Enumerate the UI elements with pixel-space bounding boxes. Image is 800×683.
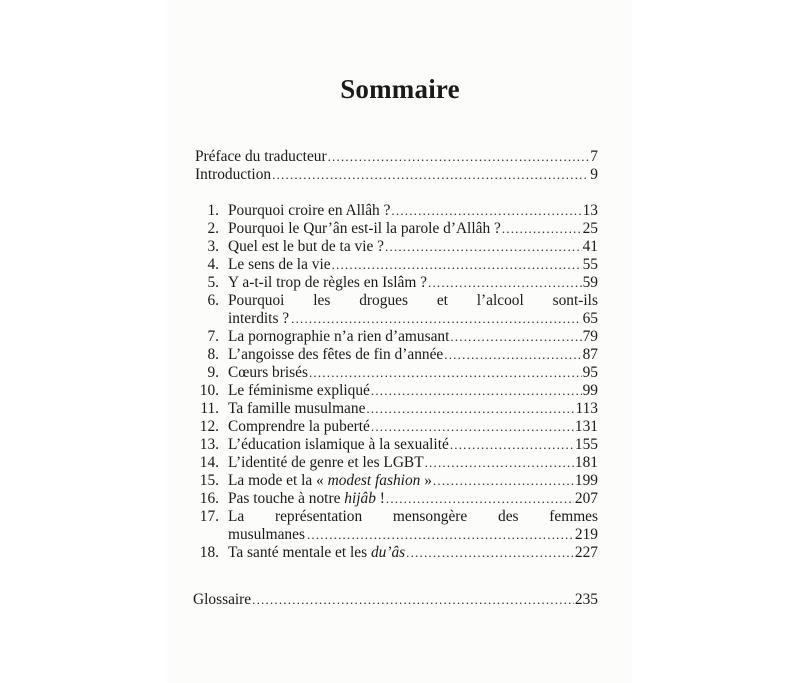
toc-entry <box>193 364 598 382</box>
toc-label: L’éducation islamique à la sexualité <box>228 436 449 453</box>
chapter-number: 11. <box>200 400 219 417</box>
toc-page-number: 155 <box>574 436 598 453</box>
page-title: Sommaire <box>340 74 460 104</box>
toc-entry <box>193 238 598 256</box>
toc-page-number: 7 <box>590 148 598 165</box>
toc-entry <box>193 508 598 544</box>
toc-label-word: les <box>313 292 331 309</box>
toc-entry <box>193 382 598 400</box>
toc-page-number: 95 <box>582 364 598 381</box>
chapter-number: 3. <box>207 238 219 255</box>
toc-page-number: 181 <box>574 454 598 471</box>
toc-label: Pourquoi le Qur’ân est-il la parole d’Allâh ? <box>228 220 501 237</box>
chapter-number: 1. <box>207 202 219 219</box>
chapter-number: 2. <box>207 220 219 237</box>
toc-label-word: des <box>498 508 519 525</box>
chapter-number: 4. <box>207 256 219 273</box>
chapter-number: 7. <box>207 328 219 345</box>
toc-page-number: 131 <box>574 418 598 435</box>
toc-label: Ta santé mentale et les du’âs <box>228 544 406 561</box>
toc-label: musulmanes <box>228 526 305 543</box>
chapter-number: 18. <box>199 544 219 561</box>
toc-label: interdits ? <box>228 310 290 327</box>
toc-page-number: 235 <box>574 591 598 608</box>
toc-label: Introduction <box>195 166 272 183</box>
toc-label: Y a-t-il trop de règles en Islâm ? <box>228 274 428 291</box>
toc-label-word: sont-ils <box>552 292 598 309</box>
toc-entry <box>193 490 598 508</box>
chapter-number: 9. <box>207 364 219 381</box>
toc-label: Cœurs brisés <box>228 364 308 381</box>
toc-entry <box>193 544 598 562</box>
toc-label: L’angoisse des fêtes de fin d’année <box>228 346 444 363</box>
toc-label-word: femmes <box>549 508 598 525</box>
chapter-number: 14. <box>199 454 219 471</box>
toc-label-word: et <box>436 292 448 309</box>
toc-label: Ta famille musulmane <box>228 400 366 417</box>
toc-label: L’identité de genre et les LGBT <box>228 454 424 471</box>
toc-page-number: 99 <box>582 382 598 399</box>
toc-label: Le sens de la vie <box>228 256 331 273</box>
chapter-number: 13. <box>199 436 219 453</box>
toc-entry <box>193 454 598 472</box>
toc-entry <box>193 418 598 436</box>
toc-label: Pas touche à notre hijâb ! <box>228 490 385 507</box>
toc-page-number: 65 <box>582 310 598 327</box>
chapter-number: 10. <box>199 382 219 399</box>
toc-page-number: 87 <box>582 346 598 363</box>
toc-entry <box>193 274 598 292</box>
toc-page-number: 227 <box>574 544 598 561</box>
chapter-number: 12. <box>199 418 219 435</box>
toc-entry-preface <box>195 148 598 166</box>
toc-label-word: Pourquoi <box>228 292 285 309</box>
toc-label-word: mensongère <box>392 508 468 525</box>
toc-label-word: représentation <box>274 508 363 525</box>
toc-page-number: 207 <box>574 490 598 507</box>
toc-entry <box>193 400 598 418</box>
toc-label: Quel est le but de ta vie ? <box>228 238 384 255</box>
toc-entry <box>193 220 598 238</box>
toc-entry <box>193 472 598 490</box>
toc-label-word: drogues <box>359 292 408 309</box>
chapter-number: 17. <box>199 508 219 525</box>
toc-label: Pourquoi croire en Allâh ? <box>228 202 391 219</box>
toc-label-word: l’alcool <box>476 292 524 309</box>
toc-label: Préface du traducteur <box>195 148 327 165</box>
toc-entry-introduction <box>195 166 598 184</box>
toc-entry <box>193 346 598 364</box>
toc-page-number: 219 <box>574 526 598 543</box>
toc-page-number: 113 <box>575 400 598 417</box>
chapter-number: 6. <box>207 292 219 309</box>
toc-page-number: 25 <box>582 220 598 237</box>
chapter-number: 16. <box>199 490 219 507</box>
toc-entry <box>193 436 598 454</box>
chapter-number: 5. <box>207 274 219 291</box>
chapter-number: 15. <box>199 472 219 489</box>
toc-page-number: 199 <box>574 472 598 489</box>
toc-page-number: 79 <box>582 328 598 345</box>
toc-page-number: 55 <box>582 256 598 273</box>
toc-entry <box>193 292 598 328</box>
toc-label: Glossaire <box>193 591 252 608</box>
toc-entry <box>193 202 598 220</box>
chapter-number: 8. <box>207 346 219 363</box>
toc-label: Le féminisme expliqué <box>228 382 370 399</box>
toc-label: Comprendre la puberté <box>228 418 370 435</box>
toc-entry-glossary <box>193 591 598 609</box>
toc-page-number: 9 <box>590 166 598 183</box>
toc-label: La mode et la « modest fashion » <box>228 472 432 489</box>
toc-entry <box>193 256 598 274</box>
toc-page-number: 13 <box>582 202 598 219</box>
toc-label-word: La <box>228 508 245 525</box>
toc-page-number: 59 <box>582 274 598 291</box>
toc-page-number: 41 <box>582 238 598 255</box>
toc-label: La pornographie n’a rien d’amusant <box>228 328 450 345</box>
toc-entry <box>193 328 598 346</box>
